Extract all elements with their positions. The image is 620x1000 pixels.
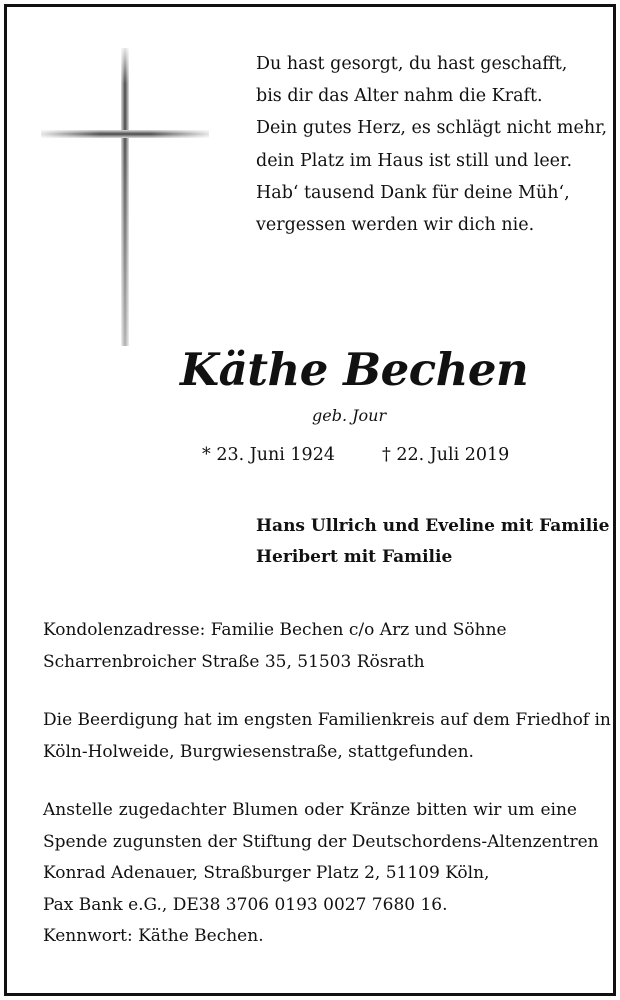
cross-horizontal-beam xyxy=(41,130,209,138)
poem-line: dein Platz im Haus ist still und leer. xyxy=(256,150,573,171)
mourner-line: Heribert mit Familie xyxy=(256,547,453,567)
poem-line: bis dir das Alter nahm die Kraft. xyxy=(256,86,543,107)
donation-line: Pax Bank e.G., DE38 3706 0193 0027 7680 16. xyxy=(43,894,448,915)
funeral-line: Die Beerdigung hat im engsten Familienkreis auf dem Friedhof in xyxy=(43,710,611,730)
cross-vertical-beam xyxy=(121,48,129,346)
donation-line: Spende zugunsten der Stiftung der Deutschordens-Altenzentren xyxy=(43,831,599,852)
death-date: † 22. Juli 2019 xyxy=(382,445,510,465)
address-line: Scharrenbroicher Straße 35, 51503 Rösrath xyxy=(43,651,425,672)
poem-line: Hab‘ tausend Dank für deine Müh‘, xyxy=(256,182,570,203)
poem-line: Du hast gesorgt, du hast geschafft, xyxy=(256,54,568,74)
donation-line: Konrad Adenauer, Straßburger Platz 2, 51109 Köln, xyxy=(43,863,490,884)
poem-line: Dein gutes Herz, es schlägt nicht mehr, xyxy=(256,118,608,139)
maiden-name: geb. Jour xyxy=(312,406,387,425)
poem xyxy=(256,48,607,241)
address-line: Kondolenzadresse: Familie Bechen c/o Arz und Söhne xyxy=(43,620,507,640)
donation-line: Anstelle zugedachter Blumen oder Kränze bitten wir um eine xyxy=(43,800,577,820)
funeral-line: Köln-Holweide, Burgwiesenstraße, stattgefunden. xyxy=(43,741,474,762)
condolence-address xyxy=(43,615,577,678)
birth-date: * 23. Juni 1924 xyxy=(202,445,335,465)
mourner-line: Hans Ullrich und Eveline mit Familie xyxy=(256,516,610,536)
donation-line: Kennwort: Käthe Bechen. xyxy=(43,926,264,947)
poem-line: vergessen werden wir dich nie. xyxy=(256,215,535,236)
funeral-info xyxy=(43,705,611,768)
donation-info xyxy=(43,795,599,953)
mourners xyxy=(256,511,609,573)
deceased-name: Käthe Bechen xyxy=(180,343,529,396)
